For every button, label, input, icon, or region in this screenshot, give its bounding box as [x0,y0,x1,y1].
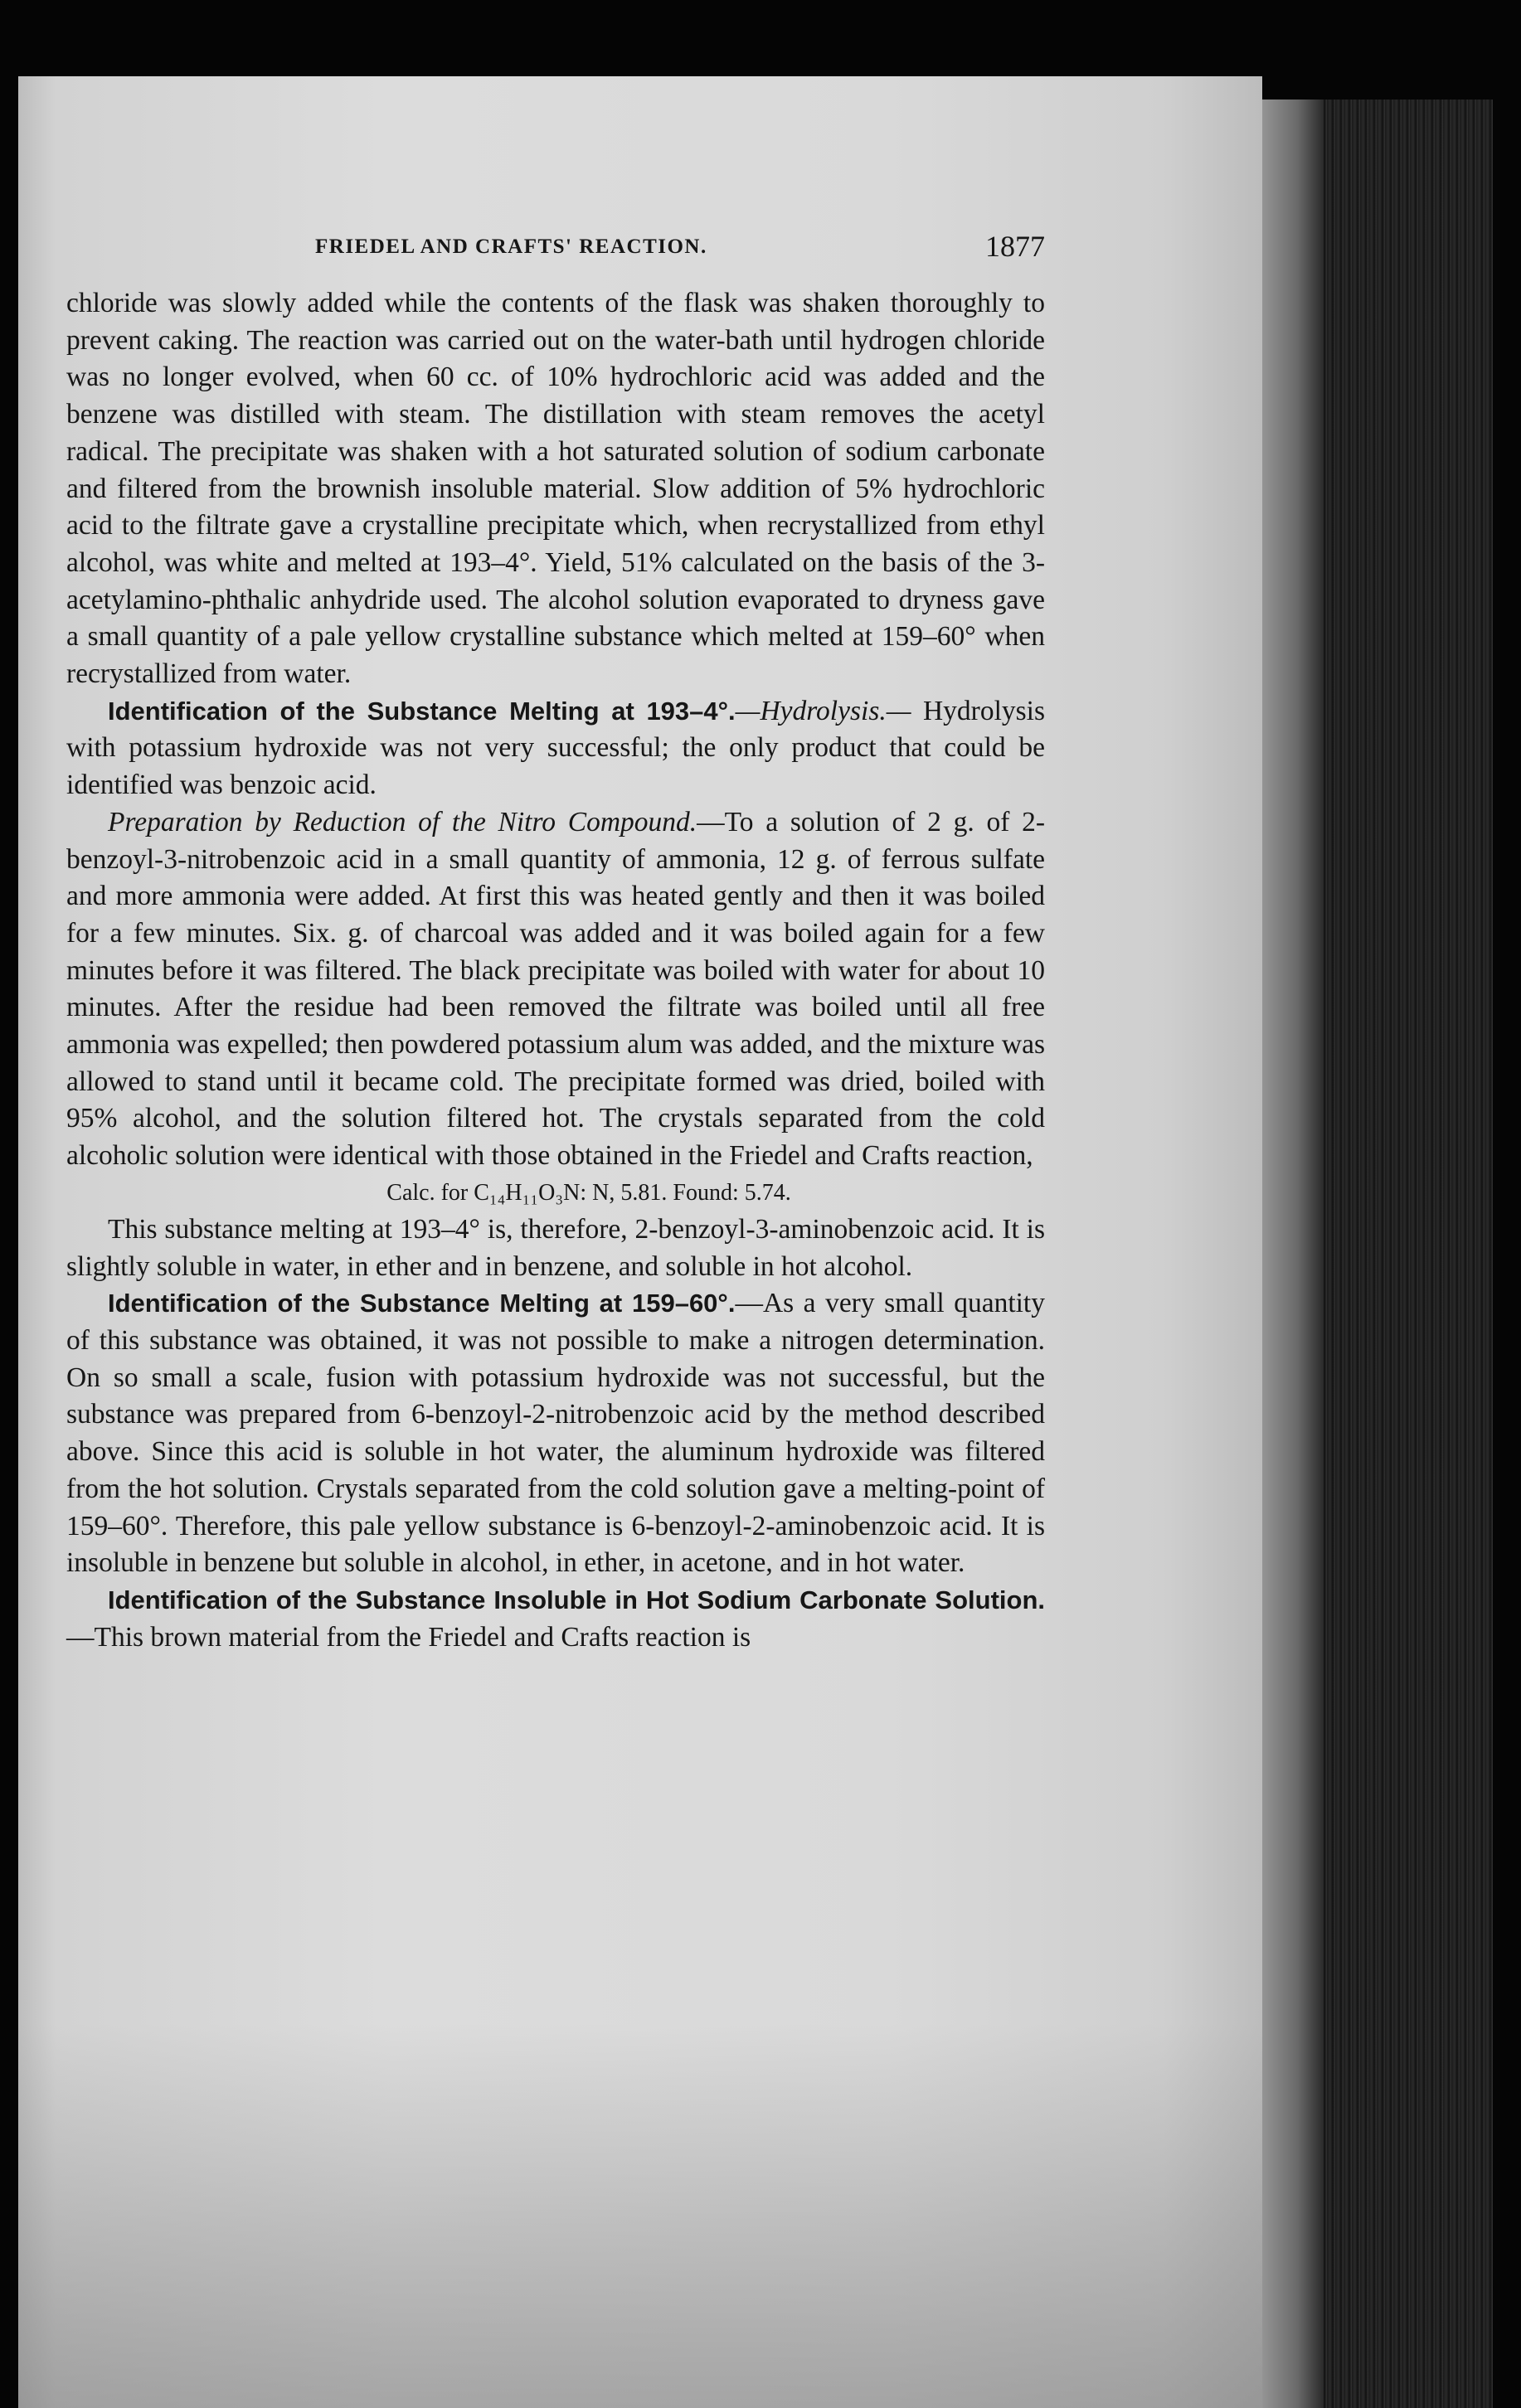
section-heading: Preparation by Reduction of the Nitro Compound. [108,806,697,837]
section-159 [66,1285,1045,1582]
section-insoluble [66,1582,1045,1656]
page-text-block [66,224,1045,1656]
analysis-formula: Calc. for C₁₄H₁₁O₃N: N, 5.81. Found: 5.74. [386,1179,791,1206]
section-hydrolysis [66,693,1045,804]
page-number: 1877 [985,230,1045,263]
section-heading: Identification of the Substance Melting at 159–60°. [108,1289,736,1318]
section-text: —As a very small quantity of this substance was obtained, it was not possible to make a nitrogen determination. On so small a scale, fusion with potassium hydroxide was not successful, but the substance was prepared from 6-benzoyl-2-nitrobenzoic acid by the method described above. Since this acid is soluble in hot water, the aluminum hydroxide was filtered from the hot solution. Crystals separated from the cold solution gave a melting-point of 159–60°. Therefore, this pale yellow substance is 6-benzoyl-2-aminobenzoic acid. It is insoluble in benzene but soluble in alcohol, in ether, in acetone, and in hot water. [66,1288,1045,1579]
running-title: FRIEDEL AND CRAFTS' REACTION. [315,235,707,258]
running-head [66,224,1045,274]
section-text: —To a solution of 2 g. of 2-benzoyl-3-nitrobenzoic acid in a small quantity of ammonia, 12 g. of ferrous sulfate and more ammonia were added. At first this was heated gently and then it was boiled for a few minutes. Six. g. of charcoal was added and it was boiled again for a few minutes before it was filtered. The black precipitate was boiled with water for about 10 minutes. After the residue had been removed the filtrate was boiled until all free ammonia was expelled; then powdered potassium alum was added, and the mixture was allowed to stand until it became cold. The precipitate formed was dried, boiled with 95% alcohol, and the solution filtered hot. The crystals separated from the cold alcoholic solution were identical with those obtained in the Friedel and Crafts reaction, [66,806,1045,1172]
section-text: Hydrolysis with potassium hydroxide was not very successful; the only product that could be identified was benzoic acid. [66,695,1046,801]
section-reduction [66,804,1045,1175]
section-text: —This brown material from the Friedel and Crafts reaction is [66,1621,751,1653]
section-heading: Identification of the Substance Melting at 193–4°. [108,696,736,726]
section-subheading: —Hydrolysis.— [735,695,911,726]
page-bottom-shadow [18,2023,1262,2408]
section-heading: Identification of the Substance Insoluble in Hot Sodium Carbonate Solution. [108,1585,1045,1614]
paragraph-continuation: chloride was slowly added while the contents of the flask was shaken thoroughly to prevent caking. The reaction was carried out on the water-bath until hydrogen chloride was no longer evolved, when 60 cc. of 10% hydrochloric acid was added and the benzene was distilled with steam. The distillation with steam removes the acetyl radical. The precipitate was shaken with a hot saturated solution of sodium carbonate and filtered from the brownish insoluble material. Slow addition of 5% hydrochloric acid to the filtrate gave a crystalline precipitate which, when recrystallized from ethyl alcohol, was white and melted at 193–4°. Yield, 51% calculated on the basis of the 3-acetylamino-phthalic anhydride used. The alcohol solution evaporated to dryness gave a small quantity of a pale yellow crystalline substance which melted at 159–60° when recrystallized from water. [66,288,1045,690]
book-page-edges-highlight [1257,100,1324,2408]
paragraph-conclusion: This substance melting at 193–4° is, therefore, 2-benzoyl-3-aminobenzoic acid. It is slightly soluble in water, in ether and in benzene, and soluble in hot alcohol. [66,1213,1045,1282]
